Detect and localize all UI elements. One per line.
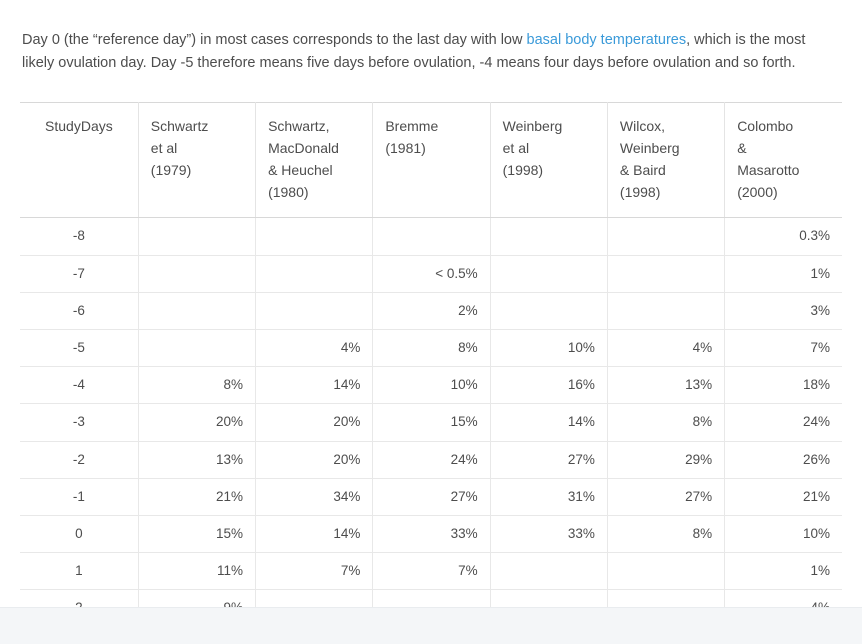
cell-value: 7% — [725, 329, 842, 366]
cell-value: 34% — [256, 478, 373, 515]
cell-day: -7 — [20, 255, 138, 292]
header-line: Schwartz — [150, 117, 209, 134]
cell-day: 0 — [20, 515, 138, 552]
cell-value: 24% — [373, 441, 490, 478]
study-table-container — [0, 96, 862, 628]
cell-value: 7% — [256, 553, 373, 590]
cell-value: 13% — [138, 441, 255, 478]
cell-value: 11% — [138, 553, 255, 590]
header-line: et al — [150, 140, 178, 157]
column-header-colombo-masarotto-2000 — [725, 102, 842, 217]
intro-paragraph — [0, 15, 862, 82]
cell-value — [256, 255, 373, 292]
cell-value — [490, 292, 607, 329]
cell-value: 20% — [138, 404, 255, 441]
cell-value: 24% — [725, 404, 842, 441]
table-row — [20, 441, 842, 478]
table-row — [20, 367, 842, 404]
cell-value — [490, 218, 607, 255]
ovulation-study-table — [20, 102, 842, 628]
header-line: (2000) — [737, 184, 778, 201]
cell-value: 4% — [607, 329, 724, 366]
column-header-schwartz-1979 — [138, 102, 255, 217]
intro-text-part2: , which is the most likely ovulation day. Day -5 therefore means five days before ovulation, -4 means four days before ovulation and so forth. — [22, 31, 806, 71]
cell-value: 10% — [373, 367, 490, 404]
column-header-weinberg-1998 — [490, 102, 607, 217]
cell-value — [256, 218, 373, 255]
header-line: (1980) — [268, 184, 309, 201]
cell-value — [138, 218, 255, 255]
header-line: & Heuchel — [268, 162, 333, 179]
document-page — [0, 15, 862, 644]
header-line: & — [737, 140, 747, 157]
cell-day: -3 — [20, 404, 138, 441]
cell-value: 31% — [490, 478, 607, 515]
cell-value: 1% — [725, 553, 842, 590]
cell-value — [138, 329, 255, 366]
header-line: (1998) — [619, 184, 661, 201]
cell-value: < 0.5% — [373, 255, 490, 292]
cell-value: 8% — [607, 515, 724, 552]
cell-value — [607, 292, 724, 329]
cell-value: 2% — [373, 292, 490, 329]
cell-day: -8 — [20, 218, 138, 255]
cell-value: 8% — [373, 329, 490, 366]
table-row — [20, 292, 842, 329]
table-row — [20, 404, 842, 441]
cell-value: 13% — [607, 367, 724, 404]
cell-value: 27% — [373, 478, 490, 515]
column-header-studydays — [20, 102, 138, 217]
cell-value — [607, 255, 724, 292]
page-footer-band — [0, 607, 862, 644]
cell-value — [607, 553, 724, 590]
header-line: et al — [502, 140, 530, 157]
cell-day: -5 — [20, 329, 138, 366]
column-header-schwartz-macdonald-heuchel-1980 — [256, 102, 373, 217]
cell-value: 4% — [256, 329, 373, 366]
cell-value: 20% — [256, 404, 373, 441]
cell-value: 8% — [607, 404, 724, 441]
cell-day: -2 — [20, 441, 138, 478]
cell-value — [607, 218, 724, 255]
cell-value: 7% — [373, 553, 490, 590]
column-header-wilcox-weinberg-baird-1998 — [607, 102, 724, 217]
cell-value: 33% — [373, 515, 490, 552]
header-line: Masarotto — [737, 162, 800, 179]
cell-value: 18% — [725, 367, 842, 404]
cell-value — [138, 255, 255, 292]
cell-value: 20% — [256, 441, 373, 478]
header-line: Weinberg — [502, 117, 563, 134]
cell-day: -4 — [20, 367, 138, 404]
header-line: (1998) — [502, 162, 544, 179]
table-row — [20, 478, 842, 515]
cell-value: 29% — [607, 441, 724, 478]
cell-value: 15% — [138, 515, 255, 552]
table-row — [20, 218, 842, 255]
table-row — [20, 515, 842, 552]
cell-value: 0.3% — [725, 218, 842, 255]
header-line: StudyDays — [45, 117, 113, 134]
header-line: Wilcox, — [619, 117, 666, 134]
cell-value: 26% — [725, 441, 842, 478]
intro-text-part1: Day 0 (the “reference day”) in most cases corresponds to the last day with low — [22, 31, 527, 48]
header-line: Colombo — [737, 117, 794, 134]
cell-value: 21% — [725, 478, 842, 515]
table-row — [20, 553, 842, 590]
header-line: & Baird — [619, 162, 666, 179]
cell-value: 15% — [373, 404, 490, 441]
cell-day: -1 — [20, 478, 138, 515]
cell-value: 14% — [256, 515, 373, 552]
header-line: MacDonald — [268, 140, 339, 157]
cell-value: 1% — [725, 255, 842, 292]
cell-value: 3% — [725, 292, 842, 329]
cell-value — [373, 218, 490, 255]
table-body — [20, 218, 842, 627]
cell-day: 1 — [20, 553, 138, 590]
cell-value: 16% — [490, 367, 607, 404]
cell-value: 21% — [138, 478, 255, 515]
cell-value: 10% — [490, 329, 607, 366]
basal-body-temperatures-link[interactable]: basal body temperatures — [526, 31, 687, 48]
table-row — [20, 329, 842, 366]
header-line: (1981) — [385, 140, 426, 157]
cell-value — [256, 292, 373, 329]
cell-value: 8% — [138, 367, 255, 404]
column-header-bremme-1981 — [373, 102, 490, 217]
header-line: Bremme — [385, 117, 439, 134]
cell-value: 27% — [607, 478, 724, 515]
table-row — [20, 255, 842, 292]
cell-value: 10% — [725, 515, 842, 552]
header-line: Weinberg — [619, 140, 680, 157]
table-header — [20, 102, 842, 217]
cell-value: 14% — [256, 367, 373, 404]
cell-value — [138, 292, 255, 329]
header-line: Schwartz, — [268, 117, 330, 134]
cell-value — [490, 255, 607, 292]
table-header-row — [20, 102, 842, 217]
cell-value — [490, 553, 607, 590]
cell-value: 33% — [490, 515, 607, 552]
header-line: (1979) — [150, 162, 192, 179]
cell-day: -6 — [20, 292, 138, 329]
cell-value: 14% — [490, 404, 607, 441]
cell-value: 27% — [490, 441, 607, 478]
